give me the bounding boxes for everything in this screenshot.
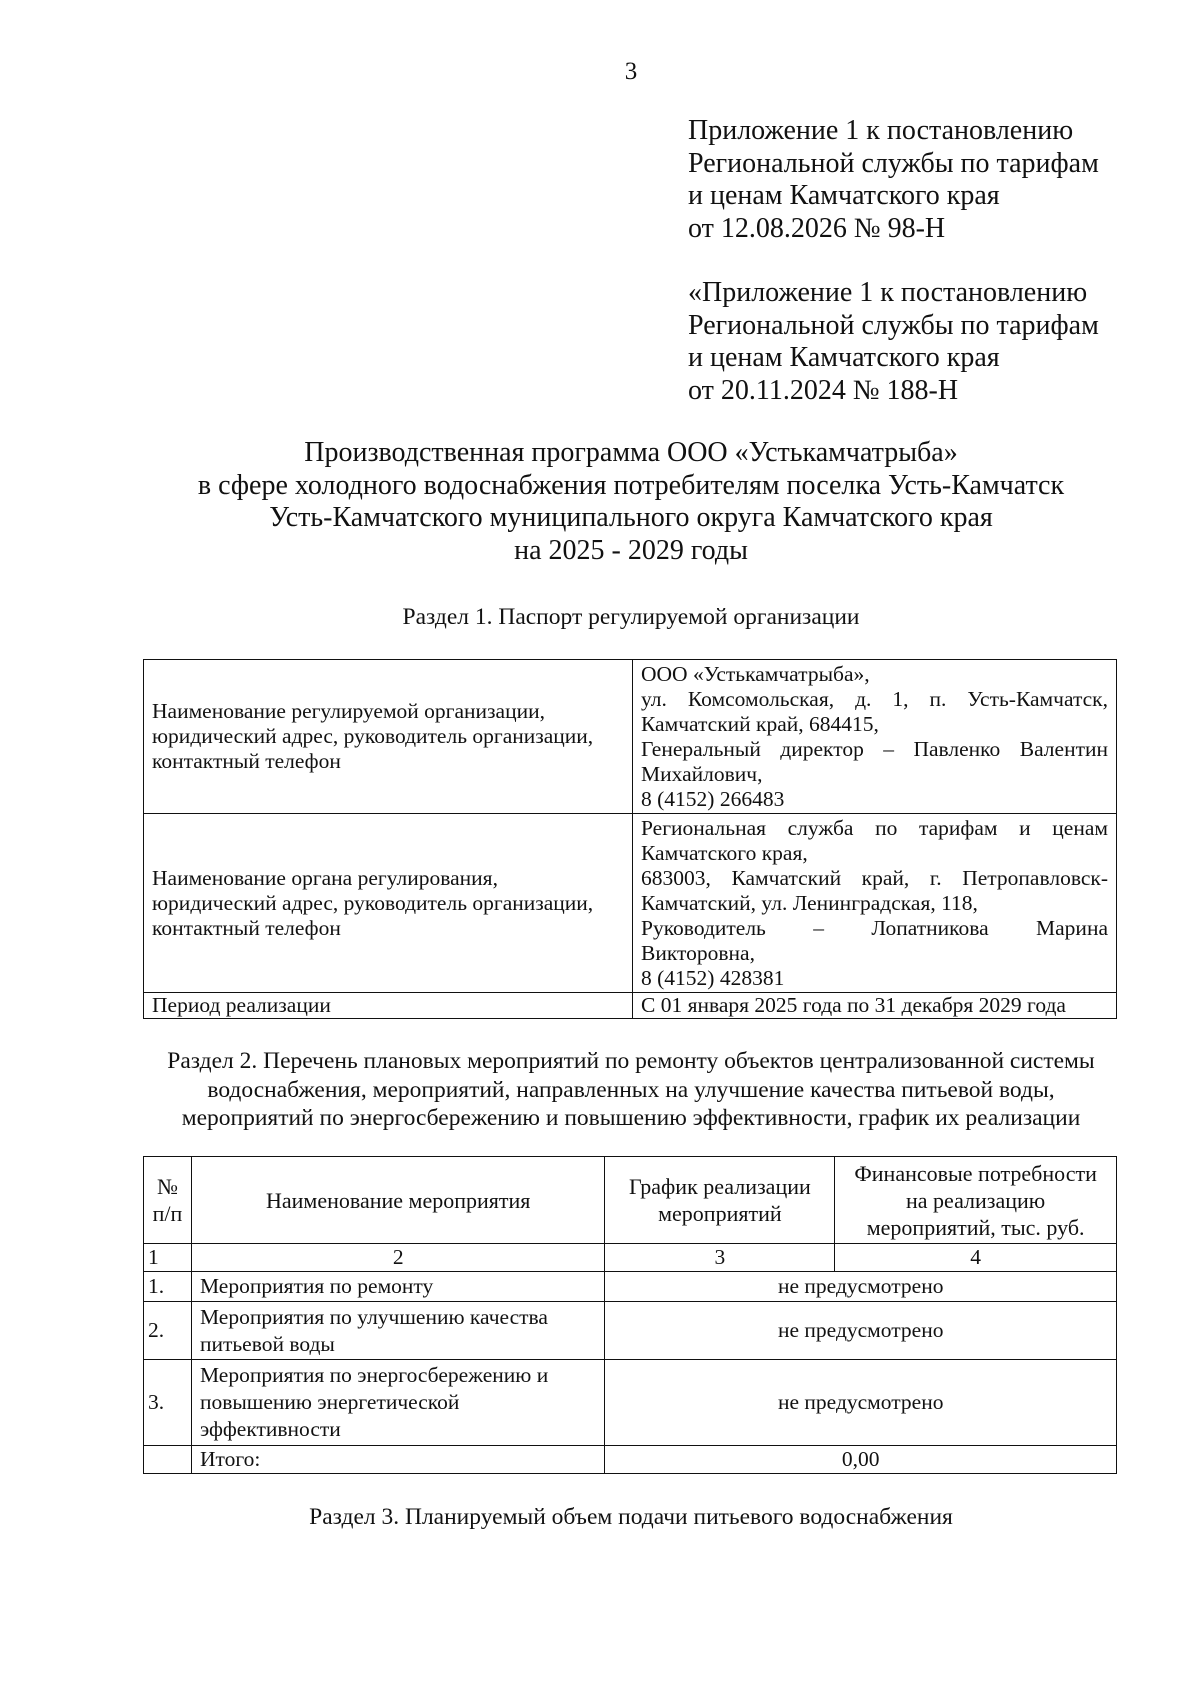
cell-line: контактный телефон xyxy=(152,749,341,773)
column-number-row xyxy=(144,1244,1117,1272)
cell-line: ООО «Устькамчатрыба», xyxy=(641,661,870,686)
header-line: п/п xyxy=(152,1201,183,1226)
title-line: Производственная программа ООО «Устькамчатрыба» xyxy=(304,437,958,468)
table-header-row xyxy=(144,1157,1117,1244)
cell-line: Наименование органа регулирования, xyxy=(152,865,498,890)
cell-line: С 01 января 2025 года по 31 декабря 2029 года xyxy=(641,993,1066,1017)
appendix-line: и ценам Камчатского края xyxy=(688,180,1000,211)
appendix-previous-reference xyxy=(688,277,1099,407)
row-name xyxy=(191,1360,605,1446)
appendix-line: и ценам Камчатского края xyxy=(688,342,1000,373)
heading-line: водоснабжения, мероприятий, направленных на улучшение качества питьевой воды, xyxy=(207,1076,1055,1103)
header-finance xyxy=(835,1157,1117,1244)
heading-line: Раздел 2. Перечень плановых мероприятий по ремонту объектов централизованной системы xyxy=(167,1048,1095,1074)
passport-table xyxy=(143,659,1117,1019)
section3-heading xyxy=(0,1503,1200,1532)
total-value: 0,00 xyxy=(605,1446,1117,1474)
cell-line: юридический адрес, руководитель организации, xyxy=(152,890,594,915)
cell-line: Мероприятия по улучшению качества xyxy=(199,1304,548,1329)
cell-line: Наименование регулируемой организации, xyxy=(152,699,545,723)
passport-value-cell xyxy=(633,814,1117,993)
cell-line: Мероприятия по энергосбережению и xyxy=(199,1363,549,1387)
cell-line: Викторовна, xyxy=(641,940,755,965)
column-number: 4 xyxy=(835,1244,1117,1272)
cell-line: 8 (4152) 428381 xyxy=(641,965,785,990)
events-table xyxy=(143,1156,1117,1474)
section1-heading-text: Раздел 1. Паспорт регулируемой организации xyxy=(402,604,860,630)
header-line: на реализацию xyxy=(906,1187,1046,1213)
passport-label-cell xyxy=(144,660,633,814)
row-name xyxy=(191,1302,605,1360)
cell-line: Период реализации xyxy=(152,993,331,1017)
title-line: Усть-Камчатского муниципального округа Камчатского края xyxy=(269,502,993,533)
cell-line: повышению энергетической xyxy=(199,1390,460,1414)
header-line: График реализации xyxy=(628,1174,811,1199)
total-label: Итого: xyxy=(191,1446,605,1474)
row-num xyxy=(144,1446,192,1474)
header-line: мероприятий, тыс. руб. xyxy=(866,1214,1085,1240)
section1-heading xyxy=(0,603,1200,632)
section3-heading-text: Раздел 3. Планируемый объем подачи питьевого водоснабжения xyxy=(309,1504,953,1530)
title-line: в сфере холодного водоснабжения потребителям поселка Усть-Камчатск xyxy=(197,469,1065,501)
passport-value-cell xyxy=(633,993,1117,1019)
header-name: Наименование мероприятия xyxy=(191,1157,605,1244)
cell-line: контактный телефон xyxy=(152,915,341,940)
table-row xyxy=(144,993,1117,1019)
row-value: не предусмотрено xyxy=(605,1302,1117,1360)
column-number: 2 xyxy=(191,1244,605,1272)
appendix-line: от 20.11.2024 № 188-Н xyxy=(688,374,959,406)
table-row xyxy=(144,1272,1117,1302)
table-row xyxy=(144,814,1117,993)
table-row xyxy=(144,660,1117,814)
appendix-line: Региональной службы по тарифам xyxy=(688,147,1099,179)
cell-line: Камчатский, ул. Ленинградская, 118, xyxy=(641,890,978,915)
row-name xyxy=(191,1272,605,1302)
total-row xyxy=(144,1446,1117,1474)
header-schedule xyxy=(605,1157,835,1244)
appendix-line: от 12.08.2026 № 98-Н xyxy=(688,212,946,244)
appendix-current-reference xyxy=(688,115,1099,245)
table-row xyxy=(144,1360,1117,1446)
cell-line: Генеральный директор – Павленко Валентин xyxy=(641,736,1108,761)
cell-line: Мероприятия по ремонту xyxy=(199,1274,434,1298)
row-num: 2. xyxy=(144,1302,192,1360)
row-value: не предусмотрено xyxy=(605,1360,1117,1446)
appendix-line: «Приложение 1 к постановлению xyxy=(688,277,1088,308)
appendix-line: Приложение 1 к постановлению xyxy=(688,115,1074,146)
row-num: 1. xyxy=(144,1272,192,1302)
passport-label-cell xyxy=(144,993,633,1019)
cell-line: Руководитель – Лопатникова Марина xyxy=(641,915,1108,940)
document-title xyxy=(0,437,1200,567)
passport-label-cell xyxy=(144,814,633,993)
cell-line: питьевой воды xyxy=(199,1331,335,1356)
page-number: 3 xyxy=(624,58,638,85)
appendix-line: Региональной службы по тарифам xyxy=(688,309,1099,341)
cell-line: эффективности xyxy=(199,1417,341,1441)
cell-line: Михайлович, xyxy=(641,761,763,786)
column-number: 1 xyxy=(144,1244,192,1272)
header-num xyxy=(144,1157,192,1244)
cell-line: ул. Комсомольская, д. 1, п. Усть-Камчатск, xyxy=(641,686,1108,711)
cell-line: Камчатский край, 684415, xyxy=(641,711,879,736)
row-value: не предусмотрено xyxy=(605,1272,1117,1302)
header-line: Финансовые потребности xyxy=(854,1160,1097,1186)
cell-line: Региональная служба по тарифам и ценам xyxy=(641,815,1108,840)
cell-line: 8 (4152) 266483 xyxy=(641,786,785,811)
row-num: 3. xyxy=(144,1360,192,1446)
table-row xyxy=(144,1302,1117,1360)
passport-value-cell xyxy=(633,660,1117,814)
heading-line: мероприятий по энергосбережению и повышению эффективности, график их реализации xyxy=(181,1105,1081,1131)
column-number: 3 xyxy=(605,1244,835,1272)
header-line: мероприятий xyxy=(658,1201,782,1226)
cell-line: 683003, Камчатский край, г. Петропавловск- xyxy=(641,865,1108,890)
title-line: на 2025 - 2029 годы xyxy=(514,534,748,566)
header-line: № xyxy=(156,1174,178,1199)
section2-heading xyxy=(0,1047,1200,1133)
cell-line: юридический адрес, руководитель организации, xyxy=(152,724,594,748)
cell-line: Камчатского края, xyxy=(641,840,808,865)
